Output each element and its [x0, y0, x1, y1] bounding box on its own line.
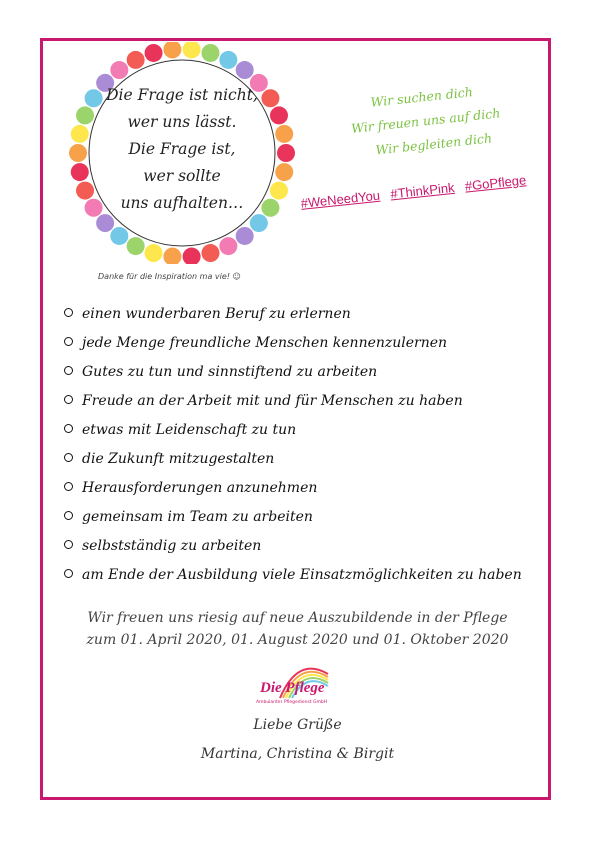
confetti-dot [219, 237, 237, 255]
list-item: jede Menge freundliche Menschen kennenzulernen [64, 335, 522, 364]
tagline: Wir suchen dich [369, 84, 474, 110]
list-item: die Zukunft mitzugestalten [64, 451, 522, 480]
quote-text [62, 82, 302, 217]
confetti-dot [183, 42, 201, 58]
confetti-dot [163, 42, 181, 58]
signature: Martina, Christina & Birgit [200, 746, 395, 762]
list-item: Herausforderungen anzunehmen [64, 480, 522, 509]
circle-bullet-icon [64, 482, 73, 491]
logo-name: Die Pflege [260, 680, 325, 696]
inspiration-note: Danke für die Inspiration ma vie! ☺ [98, 272, 241, 281]
list-item: am Ende der Ausbildung viele Einsatzmöglichkeiten zu haben [64, 567, 522, 596]
invite-line: zum 01. April 2020, 01. August 2020 und 01. Oktober 2020 [86, 632, 509, 648]
hashtag-link[interactable]: #GoPflege [464, 172, 527, 194]
circle-bullet-icon [64, 366, 73, 375]
company-logo [250, 652, 350, 712]
circle-bullet-icon [64, 337, 73, 346]
confetti-dot [219, 51, 237, 69]
circle-bullet-icon [64, 424, 73, 433]
quote-badge [62, 42, 302, 264]
tagline: Wir freuen uns auf dich [350, 105, 501, 136]
list-item: Gutes zu tun und sinnstiftend zu arbeiten [64, 364, 522, 393]
logo-subtitle: Ambulanter Pflegedienst GmbH [256, 700, 328, 705]
confetti-dot [236, 227, 254, 245]
quote-line: uns aufhalten… [120, 194, 244, 212]
list-item: Freude an der Arbeit mit und für Menschen zu haben [64, 393, 522, 422]
circle-bullet-icon [64, 395, 73, 404]
hashtag-link[interactable]: #WeNeedYou [300, 187, 381, 211]
quote-line: Die Frage ist, [128, 140, 236, 158]
list-item: gemeinsam im Team zu arbeiten [64, 509, 522, 538]
circle-bullet-icon [64, 453, 73, 462]
quote-line: wer uns lässt. [127, 113, 237, 131]
confetti-dot [110, 227, 128, 245]
quote-line: Die Frage ist nicht, [106, 86, 258, 104]
hashtag-link[interactable]: #ThinkPink [389, 179, 456, 202]
confetti-dot [145, 44, 163, 62]
confetti-dot [163, 248, 181, 264]
circle-bullet-icon [64, 308, 73, 317]
confetti-dot [127, 237, 145, 255]
circle-bullet-icon [64, 540, 73, 549]
list-item: einen wunderbaren Beruf zu erlernen [64, 306, 522, 335]
confetti-dot [110, 61, 128, 79]
confetti-dot [183, 248, 201, 264]
circle-bullet-icon [64, 569, 73, 578]
quote-line: wer sollte [143, 167, 221, 185]
list-item: selbstständig zu arbeiten [64, 538, 522, 567]
confetti-dot [236, 61, 254, 79]
confetti-dot [201, 44, 219, 62]
invite-line: Wir freuen uns riesig auf neue Auszubildende in der Pflege [87, 610, 508, 626]
tagline: Wir begleiten dich [374, 130, 493, 158]
confetti-dot [201, 244, 219, 262]
confetti-dot [145, 244, 163, 262]
circle-bullet-icon [64, 511, 73, 520]
greeting: Liebe Grüße [253, 717, 342, 733]
confetti-dot [127, 51, 145, 69]
benefits-list [64, 306, 522, 596]
list-item: etwas mit Leidenschaft zu tun [64, 422, 522, 451]
